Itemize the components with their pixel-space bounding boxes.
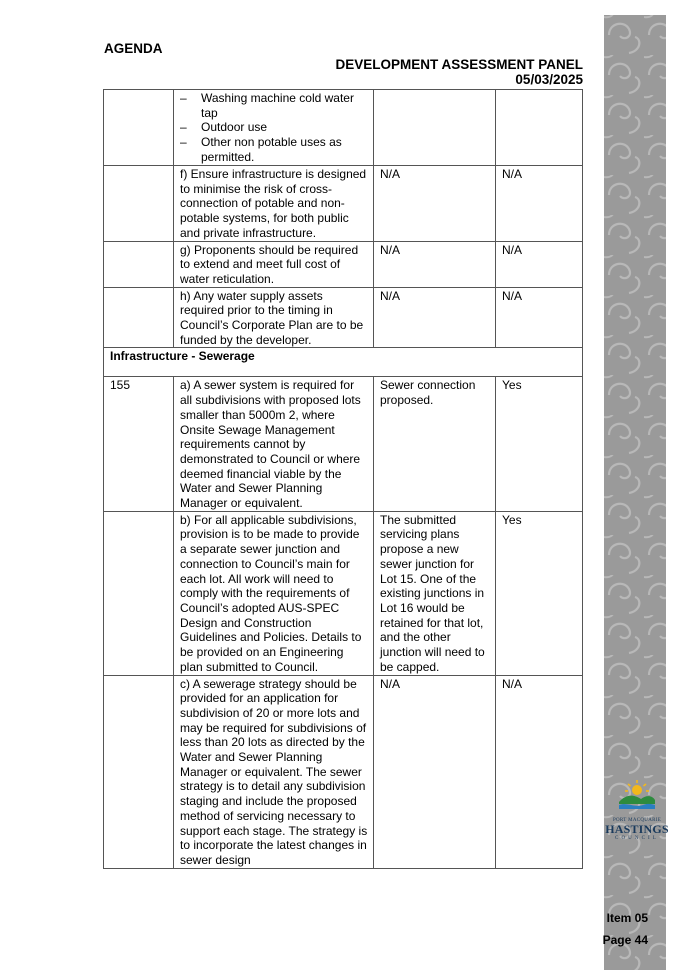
list-item: – Outdoor use	[180, 120, 368, 135]
assessment-table	[103, 89, 583, 869]
requirement-cell: a) A sewer system is required for all subdivisions with proposed lots smaller than 5000m 2, where Onsite Sewage Management requirements cannot by demonstrated to Council or where deemed financial viable by the Water and Sewer Planning Manager or equivalent.	[174, 377, 374, 511]
section-heading-row	[104, 348, 583, 377]
comment-cell: The submitted servicing plans propose a new sewer junction for Lot 15. One of the existing junctions in Lot 16 would be retained for that lot, and the other junction will need to be capped.	[374, 511, 496, 675]
council-logo-icon	[617, 778, 657, 812]
table-row	[104, 377, 583, 511]
agenda-heading: AGENDA	[104, 41, 163, 56]
table-row	[104, 241, 583, 287]
complies-cell: Yes	[496, 511, 583, 675]
requirement-cell	[174, 90, 374, 166]
table-row	[104, 675, 583, 868]
use-list	[180, 91, 368, 165]
section-heading: Infrastructure - Sewerage	[104, 348, 583, 377]
clause-cell	[104, 166, 174, 242]
requirement-cell: b) For all applicable subdivisions, provision is to be made to provide a separate sewer junction and connection to Council’s main for each lot. All work will need to comply with the requirements of Council’s adopted AUS-SPEC Design and Construction Guidelines and Policies. Details to be provided on an Engineering plan submitted to Council.	[174, 511, 374, 675]
panel-name: DEVELOPMENT ASSESSMENT PANEL	[335, 57, 583, 72]
clause-cell	[104, 287, 174, 348]
logo-text-main: HASTINGS	[605, 822, 669, 836]
complies-cell: N/A	[496, 675, 583, 868]
complies-cell: N/A	[496, 166, 583, 242]
table-row	[104, 90, 583, 166]
comment-cell: Sewer connection proposed.	[374, 377, 496, 511]
complies-cell	[496, 90, 583, 166]
table-row	[104, 166, 583, 242]
clause-cell: 155	[104, 377, 174, 511]
comment-cell: N/A	[374, 166, 496, 242]
council-logo	[604, 778, 670, 853]
complies-cell: N/A	[496, 241, 583, 287]
complies-cell: N/A	[496, 287, 583, 348]
requirement-cell: c) A sewerage strategy should be provided for an application for subdivision of 20 or more lots and may be required for subdivisions of less than 20 lots as directed by the Water and Sewer Planning Manager or equivalent. The sewer strategy is to detail any subdivision staging and include the proposed method of servicing necessary to support each stage. The strategy is to incorporate the latest changes in sewer design	[174, 675, 374, 868]
requirement-cell: f) Ensure infrastructure is designed to minimise the risk of cross-connection of potable and non-potable systems, for both public and private infrastructure.	[174, 166, 374, 242]
comment-cell: N/A	[374, 675, 496, 868]
requirement-cell: h) Any water supply assets required prior to the timing in Council’s Corporate Plan are to be funded by the developer.	[174, 287, 374, 348]
clause-cell	[104, 511, 174, 675]
list-item: – Other non potable uses as permitted.	[180, 135, 368, 164]
comment-cell: N/A	[374, 287, 496, 348]
table-row	[104, 511, 583, 675]
logo-text-bottom: COUNCIL	[615, 836, 659, 841]
logo-text-top: PORT MACQUARIE	[612, 818, 662, 823]
comment-cell: N/A	[374, 241, 496, 287]
meeting-date: 05/03/2025	[515, 72, 583, 87]
clause-cell	[104, 241, 174, 287]
page-header	[335, 57, 583, 87]
clause-cell	[104, 675, 174, 868]
comment-cell	[374, 90, 496, 166]
complies-cell: Yes	[496, 377, 583, 511]
list-item: – Washing machine cold water tap	[180, 91, 368, 120]
table-row	[104, 287, 583, 348]
clause-cell	[104, 90, 174, 166]
item-number: Item 05	[606, 911, 648, 925]
page-number: Page 44	[602, 933, 648, 947]
requirement-cell: g) Proponents should be required to extend and meet full cost of water reticulation.	[174, 241, 374, 287]
